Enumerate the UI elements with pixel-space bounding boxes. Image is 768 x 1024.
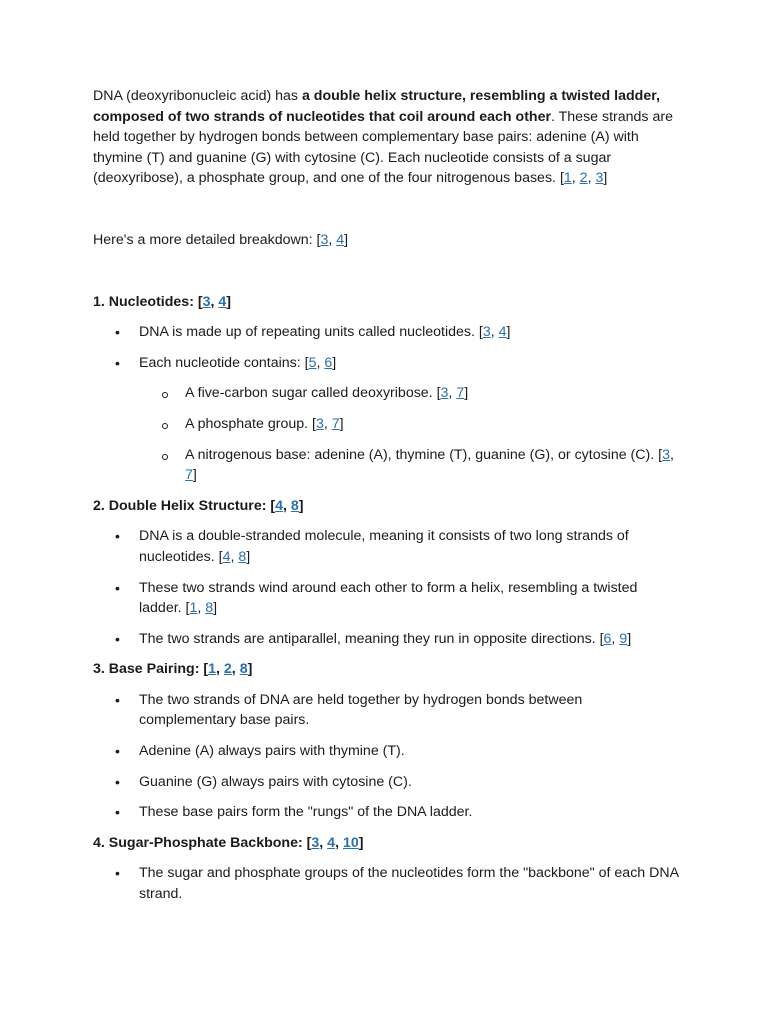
bullet-item	[93, 629, 683, 650]
bullet-citations: [6, 9]	[599, 630, 632, 647]
bullet-item	[93, 353, 683, 486]
sections-container	[93, 292, 683, 905]
bullet-text: Adenine (A) always pairs with thymine (T).	[139, 743, 405, 760]
intro-text-after: . These strands are held together by hydrogen bonds between complementary base pairs: adenine (A) with thymine (T) and guanine (G) with cytosine (C). Each nucleotide consists of a sugar (deoxyribose), a phosphate group, and one of the four nitrogenous bases.	[93, 108, 673, 187]
section-bullet-list	[93, 322, 683, 486]
bullet-text: The two strands are antiparallel, meaning they run in opposite directions.	[139, 630, 600, 647]
sub-bullet-citations-citation-link[interactable]: 7	[456, 385, 465, 402]
bullet-citations-citation-link[interactable]: 8	[205, 600, 214, 617]
sub-bullet-item	[139, 383, 683, 404]
sub-bullet-citations-citation-link[interactable]: 3	[315, 415, 324, 432]
bullet-item	[93, 863, 683, 904]
sub-bullet-citations: [3, 7]	[436, 385, 469, 402]
bullet-citations-citation-link[interactable]: 1	[189, 600, 198, 617]
bullet-citations-citation-link[interactable]: 8	[238, 548, 247, 565]
section-heading-citations-citation-link[interactable]: 10	[342, 834, 359, 851]
lead-text: Here's a more detailed breakdown:	[93, 231, 317, 248]
sub-bullet-citations-citation-link[interactable]: 7	[185, 467, 193, 484]
bullet-text: DNA is made up of repeating units called nucleotides.	[139, 324, 479, 341]
sub-bullet-citations: [3, 7]	[312, 415, 344, 432]
intro-citations: [1, 2, 3]	[559, 170, 608, 187]
section-heading-citations-citation-link[interactable]: 8	[290, 497, 299, 514]
document-body	[93, 86, 683, 915]
bullet-text: DNA is a double-stranded molecule, meaning it consists of two long strands of nucleotides.	[139, 528, 629, 565]
section-heading-citations-citation-link[interactable]: 4	[327, 834, 336, 851]
intro-text-before: DNA (deoxyribonucleic acid) has	[93, 88, 302, 104]
section-heading	[93, 496, 683, 517]
bullet-citations-citation-link[interactable]: 6	[324, 354, 333, 371]
section-heading-text: 1. Nucleotides:	[93, 293, 198, 310]
section-heading-citations: [3, 4]	[197, 293, 231, 310]
bullet-text: The two strands of DNA are held together by hydrogen bonds between complementary base pairs.	[139, 691, 583, 729]
section-heading-citations-citation-link[interactable]: 4	[275, 497, 284, 514]
bullet-citations-citation-link[interactable]: 9	[619, 630, 628, 647]
bullet-item	[93, 741, 683, 762]
section-heading-citations: [3, 4, 10]	[306, 834, 364, 851]
bullet-text: These two strands wind around each other to form a helix, resembling a twisted ladder.	[139, 579, 638, 617]
bullet-citations-citation-link[interactable]: 6	[603, 630, 612, 647]
sub-bullet-citations: [3, 7]	[185, 446, 674, 484]
bullet-citations: [1, 8]	[185, 600, 218, 617]
breakdown-lead	[93, 230, 683, 251]
bullet-item	[93, 690, 683, 731]
section-heading	[93, 833, 683, 854]
bullet-item	[93, 526, 683, 567]
section-heading-citations-citation-link[interactable]: 3	[311, 834, 320, 851]
section-heading-text: 3. Base Pairing:	[93, 661, 204, 678]
sub-bullet-item	[139, 414, 683, 435]
bullet-citations: [5, 6]	[304, 354, 337, 371]
intro-citations-citation-link[interactable]: 2	[579, 170, 588, 187]
lead-citations: [3, 4]	[316, 231, 349, 248]
intro-citations-citation-link[interactable]: 3	[595, 170, 604, 187]
sub-bullet-text: A five-carbon sugar called deoxyribose.	[185, 385, 437, 402]
sub-bullet-citations-citation-link[interactable]: 3	[662, 446, 670, 463]
section-heading-citations: [1, 2, 8]	[203, 661, 253, 678]
bullet-citations: [3, 4]	[478, 324, 511, 341]
section-heading-citations-citation-link[interactable]: 2	[223, 661, 232, 678]
bullet-citations-citation-link[interactable]: 4	[222, 548, 231, 565]
bullet-citations: [4, 8]	[218, 548, 251, 565]
section-heading-citations: [4, 8]	[270, 497, 304, 514]
section-bullet-list	[93, 526, 683, 649]
section-heading	[93, 292, 683, 313]
bullet-text: These base pairs form the "rungs" of the DNA ladder.	[139, 804, 473, 821]
section-heading	[93, 659, 683, 680]
intro-citations-citation-link[interactable]: 1	[563, 170, 572, 187]
bullet-text: Guanine (G) always pairs with cytosine (C).	[139, 773, 412, 790]
section-heading-text: 2. Double Helix Structure:	[93, 497, 271, 514]
lead-citations-citation-link[interactable]: 4	[336, 231, 345, 248]
bullet-item	[93, 578, 683, 619]
bullet-citations-citation-link[interactable]: 4	[498, 324, 507, 341]
section-heading-text: 4. Sugar-Phosphate Backbone:	[93, 834, 307, 851]
section-heading-citations-citation-link[interactable]: 3	[202, 293, 211, 310]
sub-bullet-text: A nitrogenous base: adenine (A), thymine (T), guanine (G), or cytosine (C).	[185, 446, 659, 463]
sub-bullet-item	[139, 445, 683, 486]
bullet-item	[93, 802, 683, 823]
sub-bullet-list	[139, 383, 683, 485]
intro-bold-text: a double helix structure, resembling a twisted ladder, composed of two strands of nucleotides that coil around each other	[93, 88, 660, 125]
bullet-citations-citation-link[interactable]: 3	[482, 324, 491, 341]
sub-bullet-citations-citation-link[interactable]: 3	[440, 385, 449, 402]
bullet-citations-citation-link[interactable]: 5	[308, 354, 317, 371]
section-heading-citations-citation-link[interactable]: 4	[218, 293, 227, 310]
bullet-item	[93, 322, 683, 343]
section-bullet-list	[93, 690, 683, 823]
section-heading-citations-citation-link[interactable]: 1	[208, 661, 217, 678]
bullet-text: Each nucleotide contains:	[139, 354, 305, 371]
lead-citations-citation-link[interactable]: 3	[320, 231, 329, 248]
section-heading-citations-citation-link[interactable]: 8	[239, 661, 248, 678]
sub-bullet-citations-citation-link[interactable]: 7	[331, 415, 340, 432]
section-bullet-list	[93, 863, 683, 904]
sub-bullet-text: A phosphate group.	[185, 415, 313, 432]
intro-paragraph	[93, 86, 683, 189]
bullet-item	[93, 772, 683, 793]
bullet-text: The sugar and phosphate groups of the nucleotides form the "backbone" of each DNA strand.	[139, 865, 679, 903]
